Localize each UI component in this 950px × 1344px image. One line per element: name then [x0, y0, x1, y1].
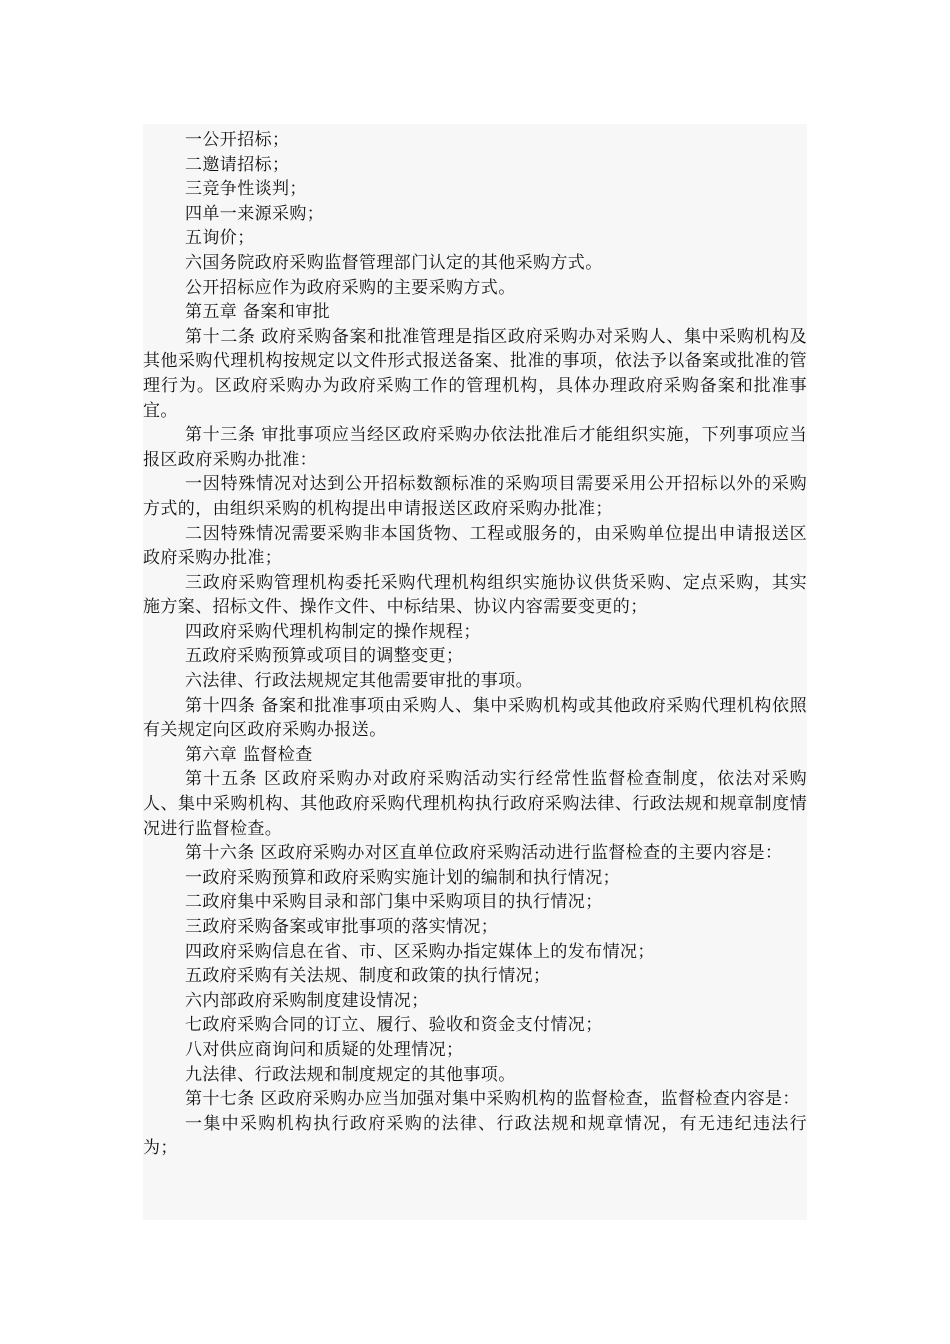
paragraph: 四政府采购代理机构制定的操作规程； [185, 621, 481, 642]
article-paragraph: 第十四条 备案和批准事项由采购人、集中采购机构或其他政府采购代理机构依照有关规定向区政府采购办报送。 [143, 695, 807, 741]
article-paragraph: 第十六条 区政府采购办对区直单位政府采购活动进行监督检查的主要内容是： [185, 843, 783, 864]
paragraph: 六国务院政府采购监督管理部门认定的其他采购方式。 [185, 252, 603, 273]
paragraph: 八对供应商询问和质疑的处理情况； [185, 1039, 464, 1060]
paragraph: 一公开招标； [185, 130, 290, 150]
paragraph: 一集中采购机构执行政府采购的法律、行政法规和规章情况，有无违纪违法行为； [143, 1113, 807, 1159]
chapter-heading: 第五章 备案和审批 [185, 302, 331, 323]
paragraph: 一因特殊情况对达到公开招标数额标准的采购项目需要采用公开招标以外的采购方式的，由组织采购的机构提出申请报送区政府采购办批准； [143, 474, 807, 519]
article-paragraph: 第十七条 区政府采购办应当加强对集中采购机构的监督检查，监督检查内容是： [185, 1089, 800, 1110]
paragraph: 三政府采购管理机构委托采购代理机构组织实施协议供货采购、定点采购，其实施方案、招标文件、操作文件、中标结果、协议内容需要变更的； [143, 572, 807, 618]
paragraph: 公开招标应作为政府采购的主要采购方式。 [185, 277, 516, 298]
paragraph: 四政府采购信息在省、市、区采购办指定媒体上的发布情况； [185, 941, 655, 962]
paragraph: 五政府采购预算或项目的调整变更； [185, 646, 464, 667]
paragraph: 五询价； [185, 228, 255, 249]
chapter-heading: 第六章 监督检查 [185, 744, 313, 765]
paragraph: 五政府采购有关法规、制度和政策的执行情况； [185, 966, 551, 987]
article-paragraph: 第十五条 区政府采购办对政府采购活动实行经常性监督检查制度，依法对采购人、集中采购机构、其他政府采购代理机构执行政府采购法律、行政法规和规章制度情况进行监督检查。 [143, 769, 807, 839]
paragraph: 七政府采购合同的订立、履行、验收和资金支付情况； [185, 1015, 603, 1036]
paragraph: 六法律、行政法规规定其他需要审批的事项。 [185, 671, 533, 692]
paragraph: 三政府采购备案或审批事项的落实情况； [185, 917, 499, 937]
paragraph: 一政府采购预算和政府采购实施计划的编制和执行情况； [185, 867, 620, 888]
paragraph: 六内部政府采购制度建设情况； [185, 990, 429, 1011]
paragraph: 二邀请招标； [185, 154, 290, 175]
paragraph: 三竞争性谈判； [185, 179, 307, 200]
paragraph: 九法律、行政法规和制度规定的其他事项。 [185, 1064, 516, 1085]
article-paragraph: 第十三条 审批事项应当经区政府采购办依法批准后才能组织实施，下列事项应当报区政府采购办批准： [143, 425, 807, 470]
paragraph: 四单一来源采购； [185, 203, 325, 224]
article-paragraph: 第十二条 政府采购备案和批准管理是指区政府采购办对采购人、集中采购机构及其他采购代理机构按规定以文件形式报送备案、批准的事项，依法予以备案或批准的管理行为。区政府采购办为政府采购工作的管理机构，具体办理政府采购备案和批准事宜。 [143, 326, 807, 421]
paragraph: 二因特殊情况需要采购非本国货物、工程或服务的，由采购单位提出申请报送区政府采购办批准； [143, 523, 807, 569]
paragraph: 二政府集中采购目录和部门集中采购项目的执行情况； [185, 892, 603, 913]
document-text-block [143, 124, 807, 1220]
